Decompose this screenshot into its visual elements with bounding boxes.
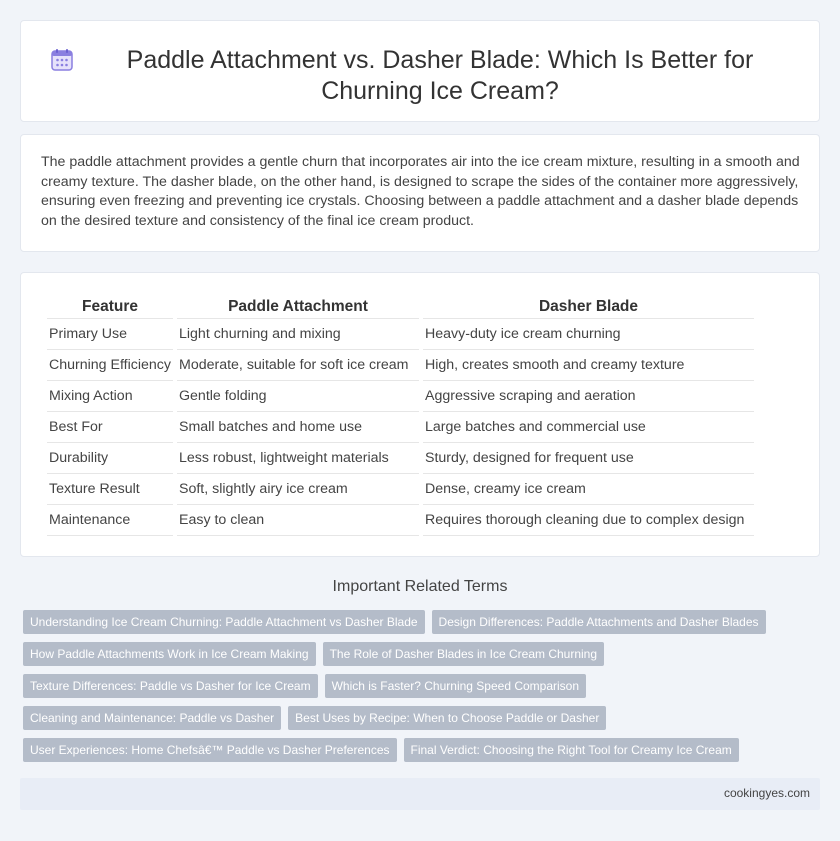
comparison-table — [43, 295, 758, 536]
table-header-row — [47, 295, 754, 319]
related-term-tag[interactable]: The Role of Dasher Blades in Ice Cream Churning — [323, 642, 604, 666]
row-paddle: Moderate, suitable for soft ice cream — [177, 350, 419, 381]
row-feature: Best For — [47, 412, 173, 443]
row-dasher: Heavy-duty ice cream churning — [423, 319, 754, 350]
footer — [20, 778, 820, 810]
related-term-tag[interactable]: Which is Faster? Churning Speed Comparison — [325, 674, 586, 698]
related-term-tag[interactable]: Cleaning and Maintenance: Paddle vs Dasher — [23, 706, 281, 730]
table-row — [47, 350, 754, 381]
row-paddle: Light churning and mixing — [177, 319, 419, 350]
row-paddle: Less robust, lightweight materials — [177, 443, 419, 474]
row-dasher: Aggressive scraping and aeration — [423, 381, 754, 412]
calendar-icon — [49, 47, 75, 73]
related-terms-title: Important Related Terms — [332, 578, 508, 595]
header-paddle: Paddle Attachment — [177, 295, 419, 319]
intro-paragraph: The paddle attachment provides a gentle churn that incorporates air into the ice cream mixture, resulting in a smooth and creamy texture. The dasher blade, on the other hand, is designed to scrape the sides of the container more aggressively, ensuring even freezing and preventing ice crystals. Choosing between a paddle attachment and a dasher blade depends on the desired texture and consistency of the final ice cream product. — [41, 154, 800, 229]
table-row — [47, 319, 754, 350]
related-terms-row — [23, 610, 823, 634]
row-dasher: Sturdy, designed for frequent use — [423, 443, 754, 474]
related-term-tag[interactable]: How Paddle Attachments Work in Ice Cream Making — [23, 642, 316, 666]
row-dasher: High, creates smooth and creamy texture — [423, 350, 754, 381]
table-row — [47, 443, 754, 474]
row-paddle: Easy to clean — [177, 505, 419, 536]
related-terms-row — [23, 674, 823, 698]
comparison-card — [20, 272, 820, 557]
row-dasher: Large batches and commercial use — [423, 412, 754, 443]
related-terms-row — [23, 642, 823, 666]
row-feature: Primary Use — [47, 319, 173, 350]
related-term-tag[interactable]: Design Differences: Paddle Attachments and Dasher Blades — [432, 610, 766, 634]
row-feature: Durability — [47, 443, 173, 474]
row-paddle: Small batches and home use — [177, 412, 419, 443]
related-term-tag[interactable]: Texture Differences: Paddle vs Dasher for Ice Cream — [23, 674, 318, 698]
related-term-tag[interactable]: User Experiences: Home Chefsâ€™ Paddle vs Dasher Preferences — [23, 738, 397, 762]
page-title: Paddle Attachment vs. Dasher Blade: Which Is Better for Churning Ice Cream? — [126, 46, 754, 105]
row-dasher: Dense, creamy ice cream — [423, 474, 754, 505]
header-dasher: Dasher Blade — [423, 295, 754, 319]
row-paddle: Gentle folding — [177, 381, 419, 412]
table-row — [47, 474, 754, 505]
table-row — [47, 412, 754, 443]
related-terms-row — [23, 738, 823, 762]
related-term-tag[interactable]: Best Uses by Recipe: When to Choose Paddle or Dasher — [288, 706, 606, 730]
footer-site[interactable]: cookingyes.com — [723, 786, 810, 800]
related-terms-row — [23, 706, 823, 730]
table-row — [47, 381, 754, 412]
row-feature: Churning Efficiency — [47, 350, 173, 381]
row-feature: Maintenance — [47, 505, 173, 536]
header-feature: Feature — [47, 295, 173, 319]
intro-card — [20, 134, 820, 252]
row-feature: Texture Result — [47, 474, 173, 505]
related-term-tag[interactable]: Understanding Ice Cream Churning: Paddle Attachment vs Dasher Blade — [23, 610, 425, 634]
row-dasher: Requires thorough cleaning due to complex design — [423, 505, 754, 536]
table-row — [47, 505, 754, 536]
row-paddle: Soft, slightly airy ice cream — [177, 474, 419, 505]
title-card — [20, 20, 820, 122]
related-term-tag[interactable]: Final Verdict: Choosing the Right Tool for Creamy Ice Cream — [404, 738, 739, 762]
row-feature: Mixing Action — [47, 381, 173, 412]
related-terms — [23, 610, 823, 770]
